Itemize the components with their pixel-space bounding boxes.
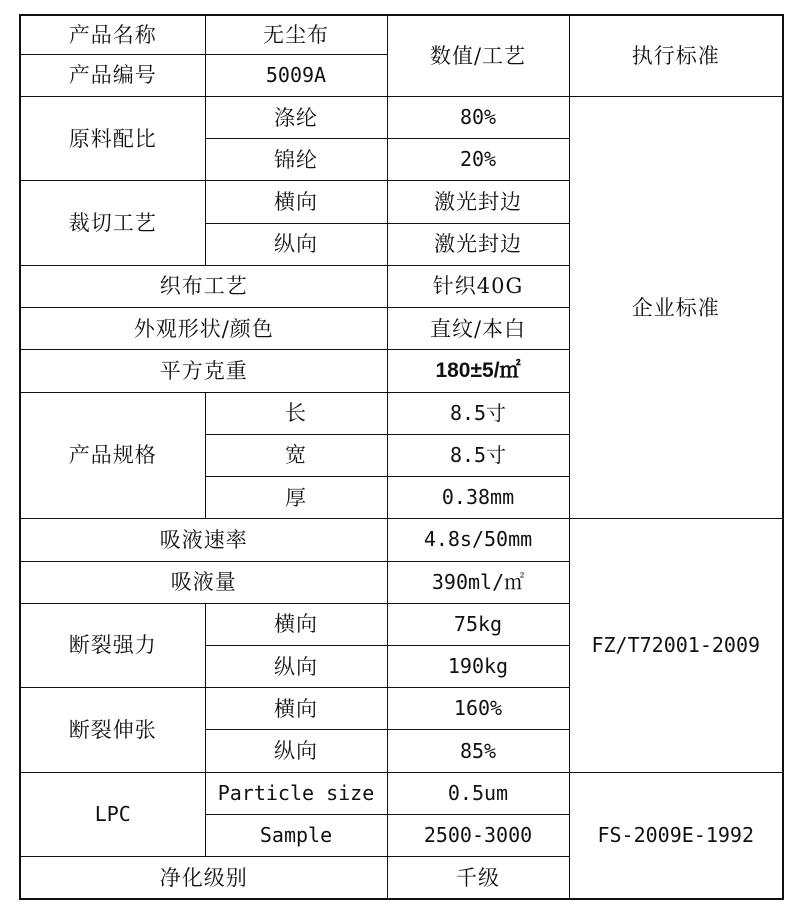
spec-item-value: 8.5寸 (387, 392, 569, 434)
material-item-name: 锦纶 (205, 139, 387, 181)
spec-item-name: 长 (205, 392, 387, 434)
product-spec-table (19, 14, 784, 900)
weight-value: 180±5/㎡ (387, 350, 569, 392)
table-row (20, 96, 783, 138)
table-row (20, 15, 783, 54)
product-code-value: 5009A (205, 54, 387, 96)
standard-fs: FS-2009E-1992 (569, 772, 783, 899)
absorb-rate-label: 吸液速率 (20, 519, 387, 561)
value-process-header: 数值/工艺 (387, 15, 569, 96)
break-strength-item-name: 横向 (205, 603, 387, 645)
product-name-value: 无尘布 (205, 15, 387, 54)
spec-item-name: 厚 (205, 477, 387, 519)
cutting-item-name: 横向 (205, 181, 387, 223)
cutting-process-label: 裁切工艺 (20, 181, 205, 265)
standard-header: 执行标准 (569, 15, 783, 96)
break-strength-item-value: 190kg (387, 646, 569, 688)
spec-item-value: 8.5寸 (387, 434, 569, 476)
break-elongation-item-name: 纵向 (205, 730, 387, 772)
product-name-label: 产品名称 (20, 15, 205, 54)
spec-label: 产品规格 (20, 392, 205, 519)
cleanliness-label: 净化级别 (20, 857, 387, 899)
break-strength-label: 断裂强力 (20, 603, 205, 687)
appearance-label: 外观形状/颜色 (20, 308, 387, 350)
table-row (20, 519, 783, 561)
material-ratio-label: 原料配比 (20, 96, 205, 180)
spec-item-name: 宽 (205, 434, 387, 476)
table-row (20, 772, 783, 814)
appearance-value: 直纹/本白 (387, 308, 569, 350)
break-elongation-label: 断裂伸张 (20, 688, 205, 772)
break-elongation-item-value: 85% (387, 730, 569, 772)
lpc-label: LPC (20, 772, 205, 856)
cutting-item-value: 激光封边 (387, 223, 569, 265)
absorb-rate-value: 4.8s/50mm (387, 519, 569, 561)
cutting-item-value: 激光封边 (387, 181, 569, 223)
spec-item-value: 0.38mm (387, 477, 569, 519)
weaving-process-label: 织布工艺 (20, 265, 387, 307)
product-code-label: 产品编号 (20, 54, 205, 96)
lpc-item-name: Sample (205, 814, 387, 856)
break-strength-item-value: 75kg (387, 603, 569, 645)
material-item-name: 涤纶 (205, 96, 387, 138)
lpc-item-value: 2500-3000 (387, 814, 569, 856)
break-elongation-item-value: 160% (387, 688, 569, 730)
standard-fz: FZ/T72001-2009 (569, 519, 783, 772)
material-item-value: 80% (387, 96, 569, 138)
cutting-item-name: 纵向 (205, 223, 387, 265)
lpc-item-value: 0.5um (387, 772, 569, 814)
break-strength-item-name: 纵向 (205, 646, 387, 688)
lpc-item-name: Particle size (205, 772, 387, 814)
material-item-value: 20% (387, 139, 569, 181)
weaving-process-value: 针织40G (387, 265, 569, 307)
absorb-amount-value: 390ml/㎡ (387, 561, 569, 603)
absorb-amount-label: 吸液量 (20, 561, 387, 603)
break-elongation-item-name: 横向 (205, 688, 387, 730)
weight-label: 平方克重 (20, 350, 387, 392)
cleanliness-value: 千级 (387, 857, 569, 899)
standard-enterprise: 企业标准 (569, 96, 783, 518)
